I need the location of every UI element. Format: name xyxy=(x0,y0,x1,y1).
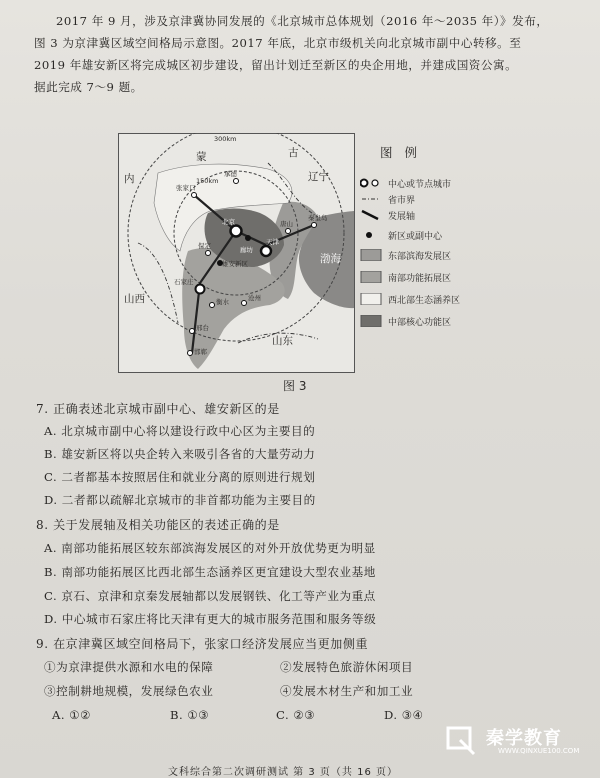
chengde-marker xyxy=(234,179,239,184)
beijing-marker xyxy=(231,226,242,237)
question-8-option-c: C. 京石、京津和京秦发展轴都以发展钢铁、化工等产业为重点 xyxy=(44,589,376,603)
label-handan: 邯郸 xyxy=(194,348,207,356)
label-langfang: 廊坊 xyxy=(240,246,253,254)
question-9-answer-d: D. ③④ xyxy=(384,708,424,722)
label-cangzhou: 沧州 xyxy=(248,294,261,302)
legend-title: 图 例 xyxy=(380,145,421,160)
intro-line-3: 2019 年雄安新区将完成城区初步建设，留出计划迁至新区的央企用地，并建成国资公寓。 xyxy=(34,58,518,72)
center-city-symbol xyxy=(360,177,382,189)
question-9-answer-c: C. ②③ xyxy=(276,708,316,722)
label-zhangjiakou: 张家口 xyxy=(176,184,196,192)
label-chengde: 承德 xyxy=(224,170,237,178)
label-hengshui: 衡水 xyxy=(216,298,229,306)
watermark-url: WWW.QINXUE100.COM xyxy=(498,747,580,755)
border-symbol xyxy=(360,193,382,205)
label-liaoning: 辽宁 xyxy=(308,171,329,183)
label-tangshan: 唐山 xyxy=(280,220,293,228)
tianjin-marker xyxy=(261,246,271,256)
legend-item-center-city: 中心或节点城市 xyxy=(388,177,451,190)
question-9-choice-4: ④发展木材生产和加工业 xyxy=(280,684,414,698)
region-map-figure xyxy=(118,133,488,373)
xingtai-marker xyxy=(190,329,195,334)
watermark-name: 秦学教育 xyxy=(486,728,562,749)
new-district-symbol xyxy=(360,229,382,241)
question-7-option-b: B. 雄安新区将以央企转入来吸引各省的大量劳动力 xyxy=(44,447,316,461)
figure-caption: 图 3 xyxy=(283,379,307,393)
legend-item-border: 省市界 xyxy=(388,193,415,206)
tangshan-marker xyxy=(286,229,291,234)
cangzhou-marker xyxy=(242,301,247,306)
question-9-choice-1: ①为京津提供水源和水电的保障 xyxy=(44,660,214,674)
legend-item-core: 中部核心功能区 xyxy=(388,315,451,328)
handan-marker xyxy=(188,351,193,356)
zhangjiakou-marker xyxy=(192,193,197,198)
axis-symbol xyxy=(360,209,382,221)
label-gu: 古 xyxy=(288,147,299,159)
label-shanxi: 山西 xyxy=(124,293,145,305)
label-baoding: 保定 xyxy=(198,242,211,250)
baoding-marker xyxy=(206,251,211,256)
label-xingtai: 邢台 xyxy=(196,324,209,332)
legend-item-axis: 发展轴 xyxy=(388,209,415,222)
label-menggu: 蒙 xyxy=(196,151,207,163)
question-8-option-d: D. 中心城市石家庄将比天津有更大的城市服务范围和服务等级 xyxy=(44,612,377,626)
intro-paragraph xyxy=(34,10,574,98)
question-7-stem: 7. 正确表述北京城市副中心、雄安新区的是 xyxy=(36,402,280,416)
label-qinhuangdao: 秦皇岛 xyxy=(308,214,328,222)
question-9-stem: 9. 在京津冀区域空间格局下，张家口经济发展应当更加侧重 xyxy=(36,637,369,651)
label-tianjin: 天津 xyxy=(266,238,279,246)
southern-zone-swatch xyxy=(360,271,382,283)
tongzhou-marker xyxy=(245,235,251,241)
question-8-stem: 8. 关于发展轴及相关功能区的表述正确的是 xyxy=(36,518,280,532)
eastern-zone-swatch xyxy=(360,249,382,261)
question-7-option-c: C. 二者都基本按照居住和就业分离的原则进行规划 xyxy=(44,470,316,484)
question-8-option-a: A. 南部功能拓展区较东部滨海发展区的对外开放优势更为明显 xyxy=(44,541,376,555)
page-footer: 文科综合第二次调研测试 第 3 页（共 16 页） xyxy=(168,767,398,778)
label-bohai: 渤海 xyxy=(320,253,341,265)
question-8-option-b: B. 南部功能拓展区比西北部生态涵养区更宜建设大型农业基地 xyxy=(44,565,376,579)
legend-item-new-district: 新区或副中心 xyxy=(388,229,442,242)
intro-line-2: 图 3 为京津冀区域空间格局示意图。2017 年底，北京市级机关向北京城市副中心转移。至 xyxy=(34,36,522,50)
qinhuangdao-marker xyxy=(312,223,317,228)
label-shandong: 山东 xyxy=(272,335,293,347)
qinxue-logo-icon xyxy=(442,720,482,760)
legend-item-eastern: 东部滨海发展区 xyxy=(388,249,451,262)
qinxue-watermark xyxy=(442,720,592,760)
question-9-choice-3: ③控制耕地规模，发展绿色农业 xyxy=(44,684,214,698)
shijiazhuang-marker xyxy=(196,285,205,294)
question-7-option-a: A. 北京城市副中心将以建设行政中心区为主要目的 xyxy=(44,424,316,438)
label-300km: 300km xyxy=(214,135,237,143)
label-150km: 150km xyxy=(196,177,219,185)
northwest-zone-swatch xyxy=(360,293,382,305)
label-shijiazhuang: 石家庄 xyxy=(174,278,194,286)
intro-line-4: 据此完成 7～9 题。 xyxy=(34,80,143,94)
question-9-choice-2: ②发展特色旅游休闲项目 xyxy=(280,660,414,674)
legend-item-northwest: 西北部生态涵养区 xyxy=(388,293,460,306)
label-xiongan: 雄安新区 xyxy=(222,260,248,268)
question-9-answer-b: B. ①③ xyxy=(170,708,210,722)
legend-item-southern: 南部功能拓展区 xyxy=(388,271,451,284)
intro-line-1: 2017 年 9 月，涉及京津冀协同发展的《北京城市总体规划（2016 年～2035 年）》发布， xyxy=(56,14,549,28)
core-zone-swatch xyxy=(360,315,382,327)
question-7-option-d: D. 二者都以疏解北京城市的非首都功能为主要目的 xyxy=(44,493,316,507)
label-beijing: 北京 xyxy=(222,218,235,226)
question-9-answer-a: A. ①② xyxy=(52,708,92,722)
hengshui-marker xyxy=(210,303,215,308)
label-nei: 内 xyxy=(124,173,135,185)
